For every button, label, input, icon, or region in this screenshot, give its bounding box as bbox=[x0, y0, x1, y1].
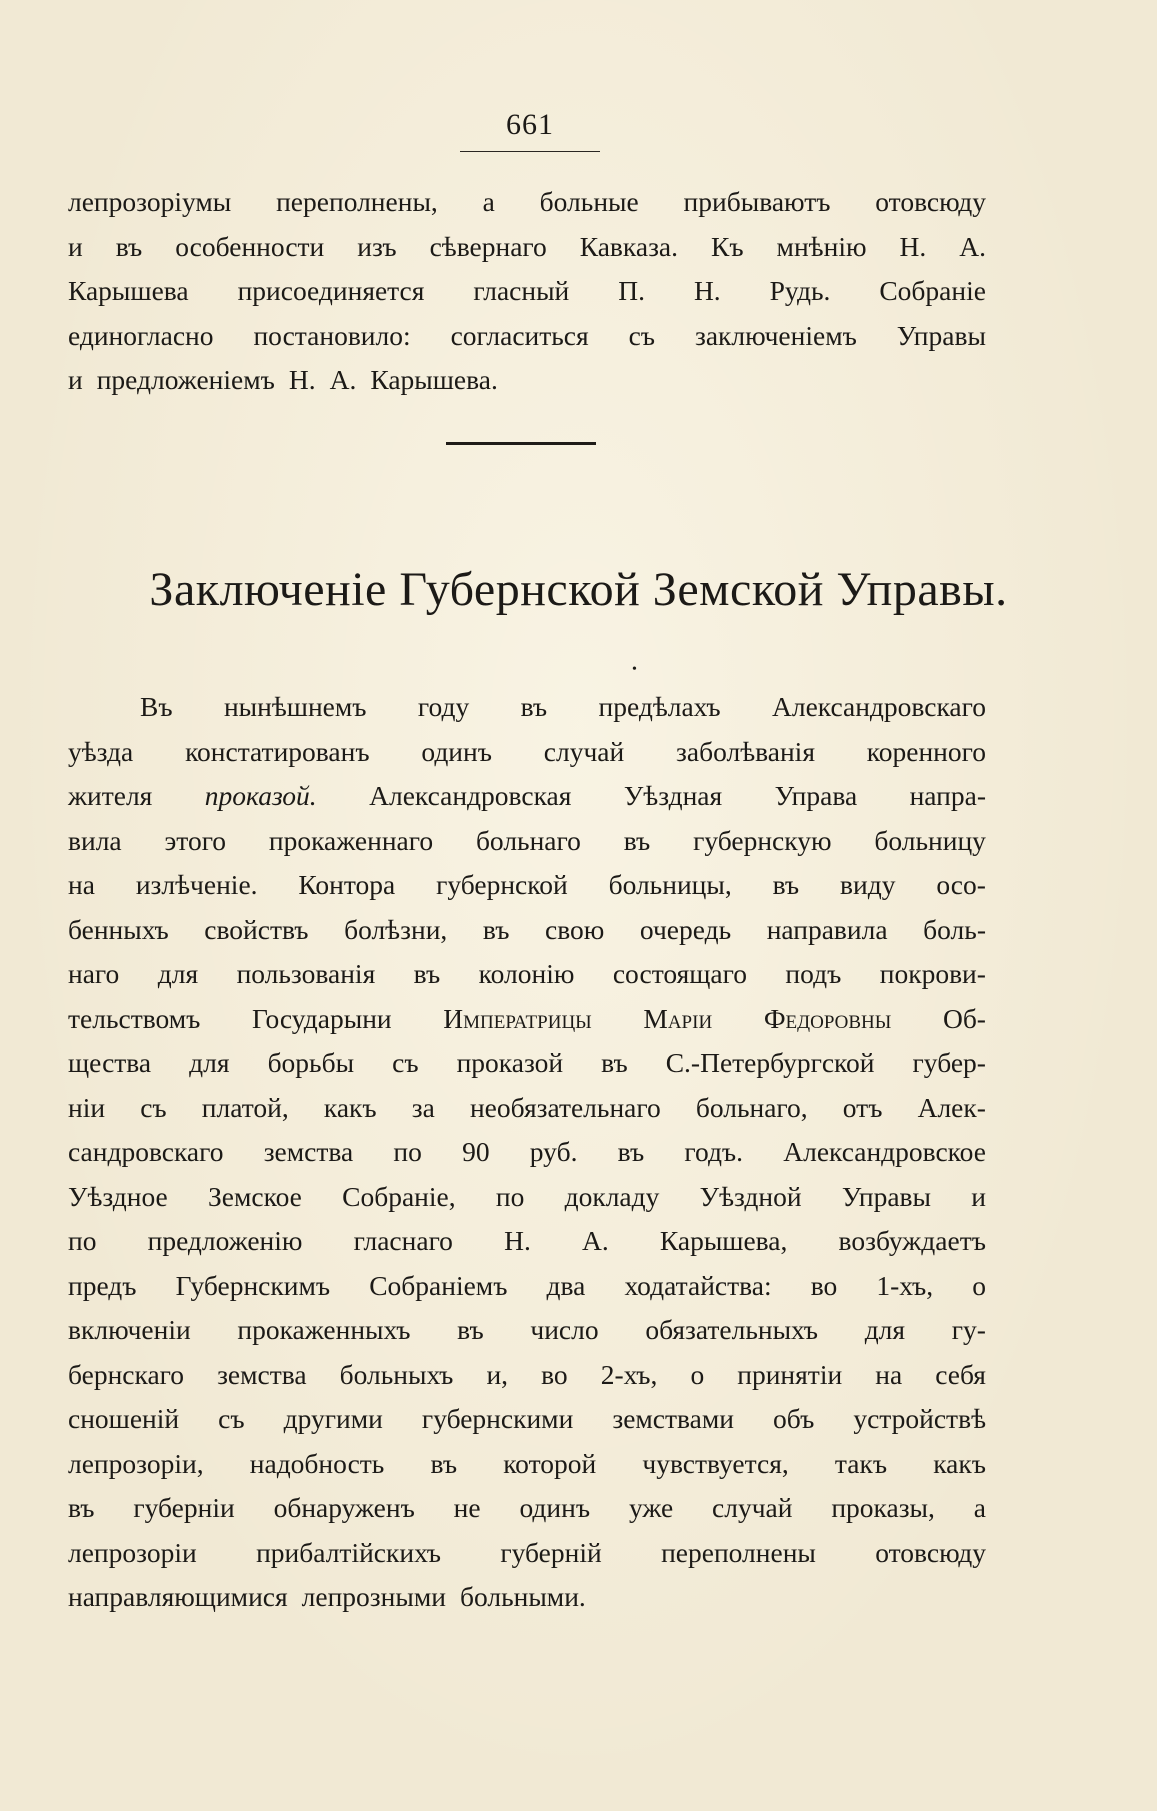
word: гу- bbox=[951, 1314, 986, 1345]
word: число bbox=[530, 1314, 599, 1345]
word: очередь bbox=[639, 913, 732, 945]
word: земства bbox=[263, 1136, 354, 1167]
word: губерніи bbox=[133, 1492, 235, 1523]
word: сандровскаго bbox=[68, 1136, 224, 1167]
word: переполнены, bbox=[276, 186, 438, 217]
word: уже bbox=[628, 1492, 674, 1523]
word: Александровская bbox=[369, 780, 572, 811]
text-line bbox=[68, 908, 986, 953]
word: Уѣздное bbox=[68, 1180, 168, 1212]
word: согласиться bbox=[450, 319, 589, 351]
text-line bbox=[68, 730, 986, 775]
page-number-underline bbox=[460, 151, 600, 152]
word: Карышева, bbox=[659, 1225, 788, 1256]
word: Уѣздная bbox=[623, 780, 723, 811]
word: устройствѣ bbox=[853, 1403, 986, 1434]
intro-paragraph bbox=[68, 180, 986, 403]
text-line bbox=[68, 1264, 986, 1309]
word: въ bbox=[413, 958, 441, 989]
text-line bbox=[68, 1041, 986, 1086]
word: Собраніе, bbox=[342, 1180, 456, 1212]
word: съ bbox=[628, 319, 656, 351]
word: ніи bbox=[68, 1091, 106, 1123]
word: два bbox=[546, 1269, 586, 1301]
word: лепрозными bbox=[301, 1581, 446, 1612]
word: направляющимися bbox=[68, 1581, 288, 1612]
stray-mark: • bbox=[632, 662, 637, 677]
word: больницу bbox=[874, 824, 986, 856]
word: Карышева bbox=[68, 275, 189, 306]
word: Алек- bbox=[917, 1091, 986, 1123]
word: проказой bbox=[456, 1047, 564, 1078]
word: пользованія bbox=[236, 958, 376, 989]
word: надобность bbox=[249, 1447, 385, 1479]
word: 90 bbox=[462, 1136, 490, 1167]
text-line bbox=[68, 269, 986, 314]
word: Въ bbox=[140, 691, 173, 722]
word: борьбы bbox=[267, 1047, 355, 1078]
word: о bbox=[690, 1358, 705, 1390]
word: щества bbox=[68, 1047, 152, 1078]
word: во bbox=[541, 1358, 568, 1390]
word: Н. bbox=[693, 275, 721, 306]
word: этого bbox=[164, 824, 227, 856]
text-line bbox=[68, 952, 986, 997]
word: свою bbox=[545, 913, 605, 945]
word: необязательнаго bbox=[469, 1091, 661, 1123]
word: постановило: bbox=[253, 319, 411, 351]
word: о bbox=[972, 1269, 986, 1301]
word: состоящаго bbox=[612, 958, 747, 989]
word: проказы, bbox=[831, 1492, 935, 1523]
text-line bbox=[68, 774, 986, 819]
page-number: 661 bbox=[506, 108, 554, 141]
text-line bbox=[68, 1486, 986, 1531]
word: и, bbox=[486, 1358, 509, 1390]
word: одинъ bbox=[519, 1492, 591, 1523]
word: докладу bbox=[564, 1180, 660, 1212]
text-line bbox=[68, 1531, 986, 1576]
word: какъ bbox=[933, 1447, 986, 1479]
text-line bbox=[68, 1130, 986, 1175]
word: 2-хъ, bbox=[600, 1358, 658, 1390]
word: гласный bbox=[473, 275, 570, 306]
word: себя bbox=[935, 1358, 986, 1390]
word: лепрозоріи, bbox=[68, 1447, 204, 1479]
word: особенности bbox=[175, 230, 325, 262]
word: и bbox=[68, 364, 83, 395]
word: Контора bbox=[298, 869, 396, 900]
word: предѣлахъ bbox=[598, 691, 721, 722]
word: въ bbox=[601, 1047, 628, 1078]
word: на bbox=[875, 1358, 903, 1390]
text-line bbox=[68, 1175, 986, 1220]
word: по bbox=[68, 1225, 97, 1256]
word: прокаженныхъ bbox=[237, 1314, 411, 1345]
word: въ bbox=[617, 1136, 645, 1167]
text-line bbox=[68, 1442, 986, 1487]
word: отовсюду bbox=[875, 1536, 986, 1568]
word: виду bbox=[840, 869, 896, 900]
word: мнѣнію bbox=[776, 230, 867, 262]
word: прибываютъ bbox=[683, 186, 831, 217]
word: подъ bbox=[785, 958, 842, 989]
word: въ bbox=[520, 691, 548, 722]
word: П. bbox=[618, 275, 645, 306]
word: губернскую bbox=[693, 824, 832, 856]
word: для bbox=[189, 1047, 230, 1078]
word: случай bbox=[543, 735, 625, 767]
word: по bbox=[495, 1180, 525, 1212]
word: по bbox=[393, 1136, 422, 1167]
word: нынѣшнемъ bbox=[223, 691, 367, 722]
text-line bbox=[68, 819, 986, 864]
word: Собраніе bbox=[879, 275, 986, 306]
word: годъ. bbox=[684, 1136, 744, 1167]
word: принятіи bbox=[737, 1358, 843, 1390]
word: изъ bbox=[357, 230, 397, 262]
text-line bbox=[68, 225, 986, 270]
word: губернской bbox=[436, 869, 568, 900]
word: съ bbox=[218, 1403, 245, 1434]
word: констатированъ bbox=[185, 735, 370, 767]
word: Н. bbox=[899, 230, 927, 262]
word: заболѣванія bbox=[676, 735, 815, 767]
word: боль- bbox=[923, 913, 986, 945]
word: Собраніемъ bbox=[369, 1269, 508, 1301]
word: больными. bbox=[459, 1581, 586, 1612]
word: А. bbox=[959, 230, 986, 262]
word: гласнаго bbox=[353, 1225, 453, 1256]
word: Земское bbox=[208, 1180, 302, 1212]
text-line bbox=[68, 1219, 986, 1264]
text-line bbox=[68, 997, 986, 1042]
word: прибалтійскихъ bbox=[256, 1536, 442, 1568]
word: сношеній bbox=[68, 1403, 180, 1434]
word: С.-Петербургской bbox=[665, 1047, 875, 1078]
body-paragraph bbox=[68, 685, 986, 1620]
word: болѣзни, bbox=[344, 913, 448, 945]
word: съ bbox=[392, 1047, 419, 1078]
word: Александровскаго bbox=[772, 691, 986, 722]
word: больныхъ bbox=[339, 1358, 454, 1390]
text-line bbox=[68, 1353, 986, 1398]
text-line bbox=[68, 863, 986, 908]
section-heading: Заключеніе Губернской Земской Управы. bbox=[149, 563, 1008, 616]
word: въ bbox=[457, 1314, 484, 1345]
word: объ bbox=[773, 1403, 815, 1434]
word: въ bbox=[115, 230, 143, 262]
word: въ bbox=[430, 1447, 458, 1479]
word: Государыни bbox=[252, 1002, 392, 1034]
word: земства bbox=[217, 1358, 307, 1390]
word: за bbox=[411, 1091, 435, 1123]
word: Александровское bbox=[783, 1136, 986, 1167]
word: жителя bbox=[68, 780, 153, 811]
word: въ bbox=[623, 824, 651, 856]
word: предложеніемъ bbox=[96, 364, 275, 395]
word: коренного bbox=[866, 735, 986, 767]
word: Къ bbox=[711, 230, 744, 262]
word: платой, bbox=[201, 1091, 289, 1123]
word: ходатайства: bbox=[624, 1269, 772, 1301]
word: губернскими bbox=[421, 1403, 574, 1434]
text-line bbox=[68, 1308, 986, 1353]
word: Кавказа. bbox=[579, 230, 679, 262]
word: вила bbox=[68, 824, 122, 856]
word: отовсюду bbox=[875, 186, 986, 217]
word: въ bbox=[68, 1492, 95, 1523]
word: наго bbox=[68, 958, 120, 989]
word: въ bbox=[772, 869, 800, 900]
word: которой bbox=[503, 1447, 597, 1479]
word: свойствъ bbox=[204, 913, 309, 945]
word: лепрозоріумы bbox=[68, 186, 232, 217]
word: 1-хъ, bbox=[876, 1269, 934, 1301]
word: Управы bbox=[896, 319, 986, 351]
word: предложенію bbox=[147, 1225, 303, 1256]
word: покрови- bbox=[879, 958, 986, 989]
word: единогласно bbox=[68, 319, 214, 351]
text-line bbox=[68, 1397, 986, 1442]
word: на bbox=[68, 869, 95, 900]
word: Маріи bbox=[643, 1002, 713, 1034]
word: предъ bbox=[68, 1269, 137, 1301]
word: Н. bbox=[288, 364, 316, 395]
word: а bbox=[482, 186, 495, 217]
word: прокаженнаго bbox=[268, 824, 434, 856]
word: во bbox=[810, 1269, 838, 1301]
word: такъ bbox=[834, 1447, 888, 1479]
word: бернскаго bbox=[68, 1358, 185, 1390]
word: Карышева. bbox=[370, 364, 498, 395]
word: отъ bbox=[842, 1091, 883, 1123]
word: земствами bbox=[612, 1403, 734, 1434]
word: излѣченіе. bbox=[135, 869, 258, 900]
word: заключеніемъ bbox=[694, 319, 857, 351]
word: Об- bbox=[942, 1002, 986, 1034]
word: для bbox=[864, 1314, 906, 1345]
word: въ bbox=[482, 913, 510, 945]
word: возбуждаетъ bbox=[838, 1225, 986, 1256]
word: больницы, bbox=[608, 869, 732, 900]
word: бенныхъ bbox=[68, 913, 169, 945]
word: больные bbox=[539, 186, 639, 217]
text-line bbox=[68, 1086, 986, 1131]
word: Рудь. bbox=[769, 275, 831, 306]
word: Императрицы bbox=[443, 1002, 592, 1034]
word: не bbox=[453, 1492, 481, 1523]
word: одинъ bbox=[421, 735, 492, 767]
word: обнаруженъ bbox=[273, 1492, 415, 1523]
word: случай bbox=[712, 1492, 793, 1523]
word: Губернскимъ bbox=[175, 1269, 331, 1301]
section-divider bbox=[446, 442, 596, 445]
word: Уѣздной bbox=[699, 1180, 802, 1212]
word: больнаго bbox=[475, 824, 581, 856]
word: чувствуется, bbox=[642, 1447, 789, 1479]
word: осо- bbox=[936, 869, 986, 900]
word: включеніи bbox=[68, 1314, 191, 1345]
word: съ bbox=[140, 1091, 167, 1123]
word: напра- bbox=[909, 780, 986, 811]
word: какъ bbox=[323, 1091, 377, 1123]
word: и bbox=[68, 230, 83, 262]
word: для bbox=[157, 958, 199, 989]
word: другими bbox=[283, 1403, 383, 1434]
word: уѣзда bbox=[68, 735, 134, 767]
word: руб. bbox=[529, 1136, 578, 1167]
word: А. bbox=[329, 364, 357, 395]
word: переполнены bbox=[661, 1536, 816, 1568]
text-line bbox=[68, 180, 986, 225]
word: больнаго, bbox=[695, 1091, 808, 1123]
word: обязательныхъ bbox=[645, 1314, 818, 1345]
word: губерній bbox=[500, 1536, 602, 1568]
word: колонію bbox=[478, 958, 575, 989]
text-line bbox=[68, 314, 986, 359]
word: губер- bbox=[912, 1047, 986, 1078]
word: тельствомъ bbox=[68, 1002, 201, 1034]
word: лепрозоріи bbox=[68, 1536, 197, 1568]
word: проказой. bbox=[204, 780, 317, 811]
word: Управа bbox=[774, 780, 858, 811]
text-line bbox=[68, 685, 986, 730]
word: присоединяется bbox=[237, 275, 425, 306]
word: сѣвернаго bbox=[429, 230, 547, 262]
word: а bbox=[973, 1492, 986, 1523]
word: году bbox=[417, 691, 470, 722]
text-line bbox=[68, 1575, 986, 1620]
word: направила bbox=[766, 913, 888, 945]
word: Федоровны bbox=[763, 1002, 892, 1034]
word: Управы bbox=[841, 1180, 932, 1212]
word: Н. bbox=[504, 1225, 531, 1256]
word: А. bbox=[581, 1225, 609, 1256]
word: и bbox=[971, 1180, 986, 1212]
text-line bbox=[68, 358, 986, 403]
